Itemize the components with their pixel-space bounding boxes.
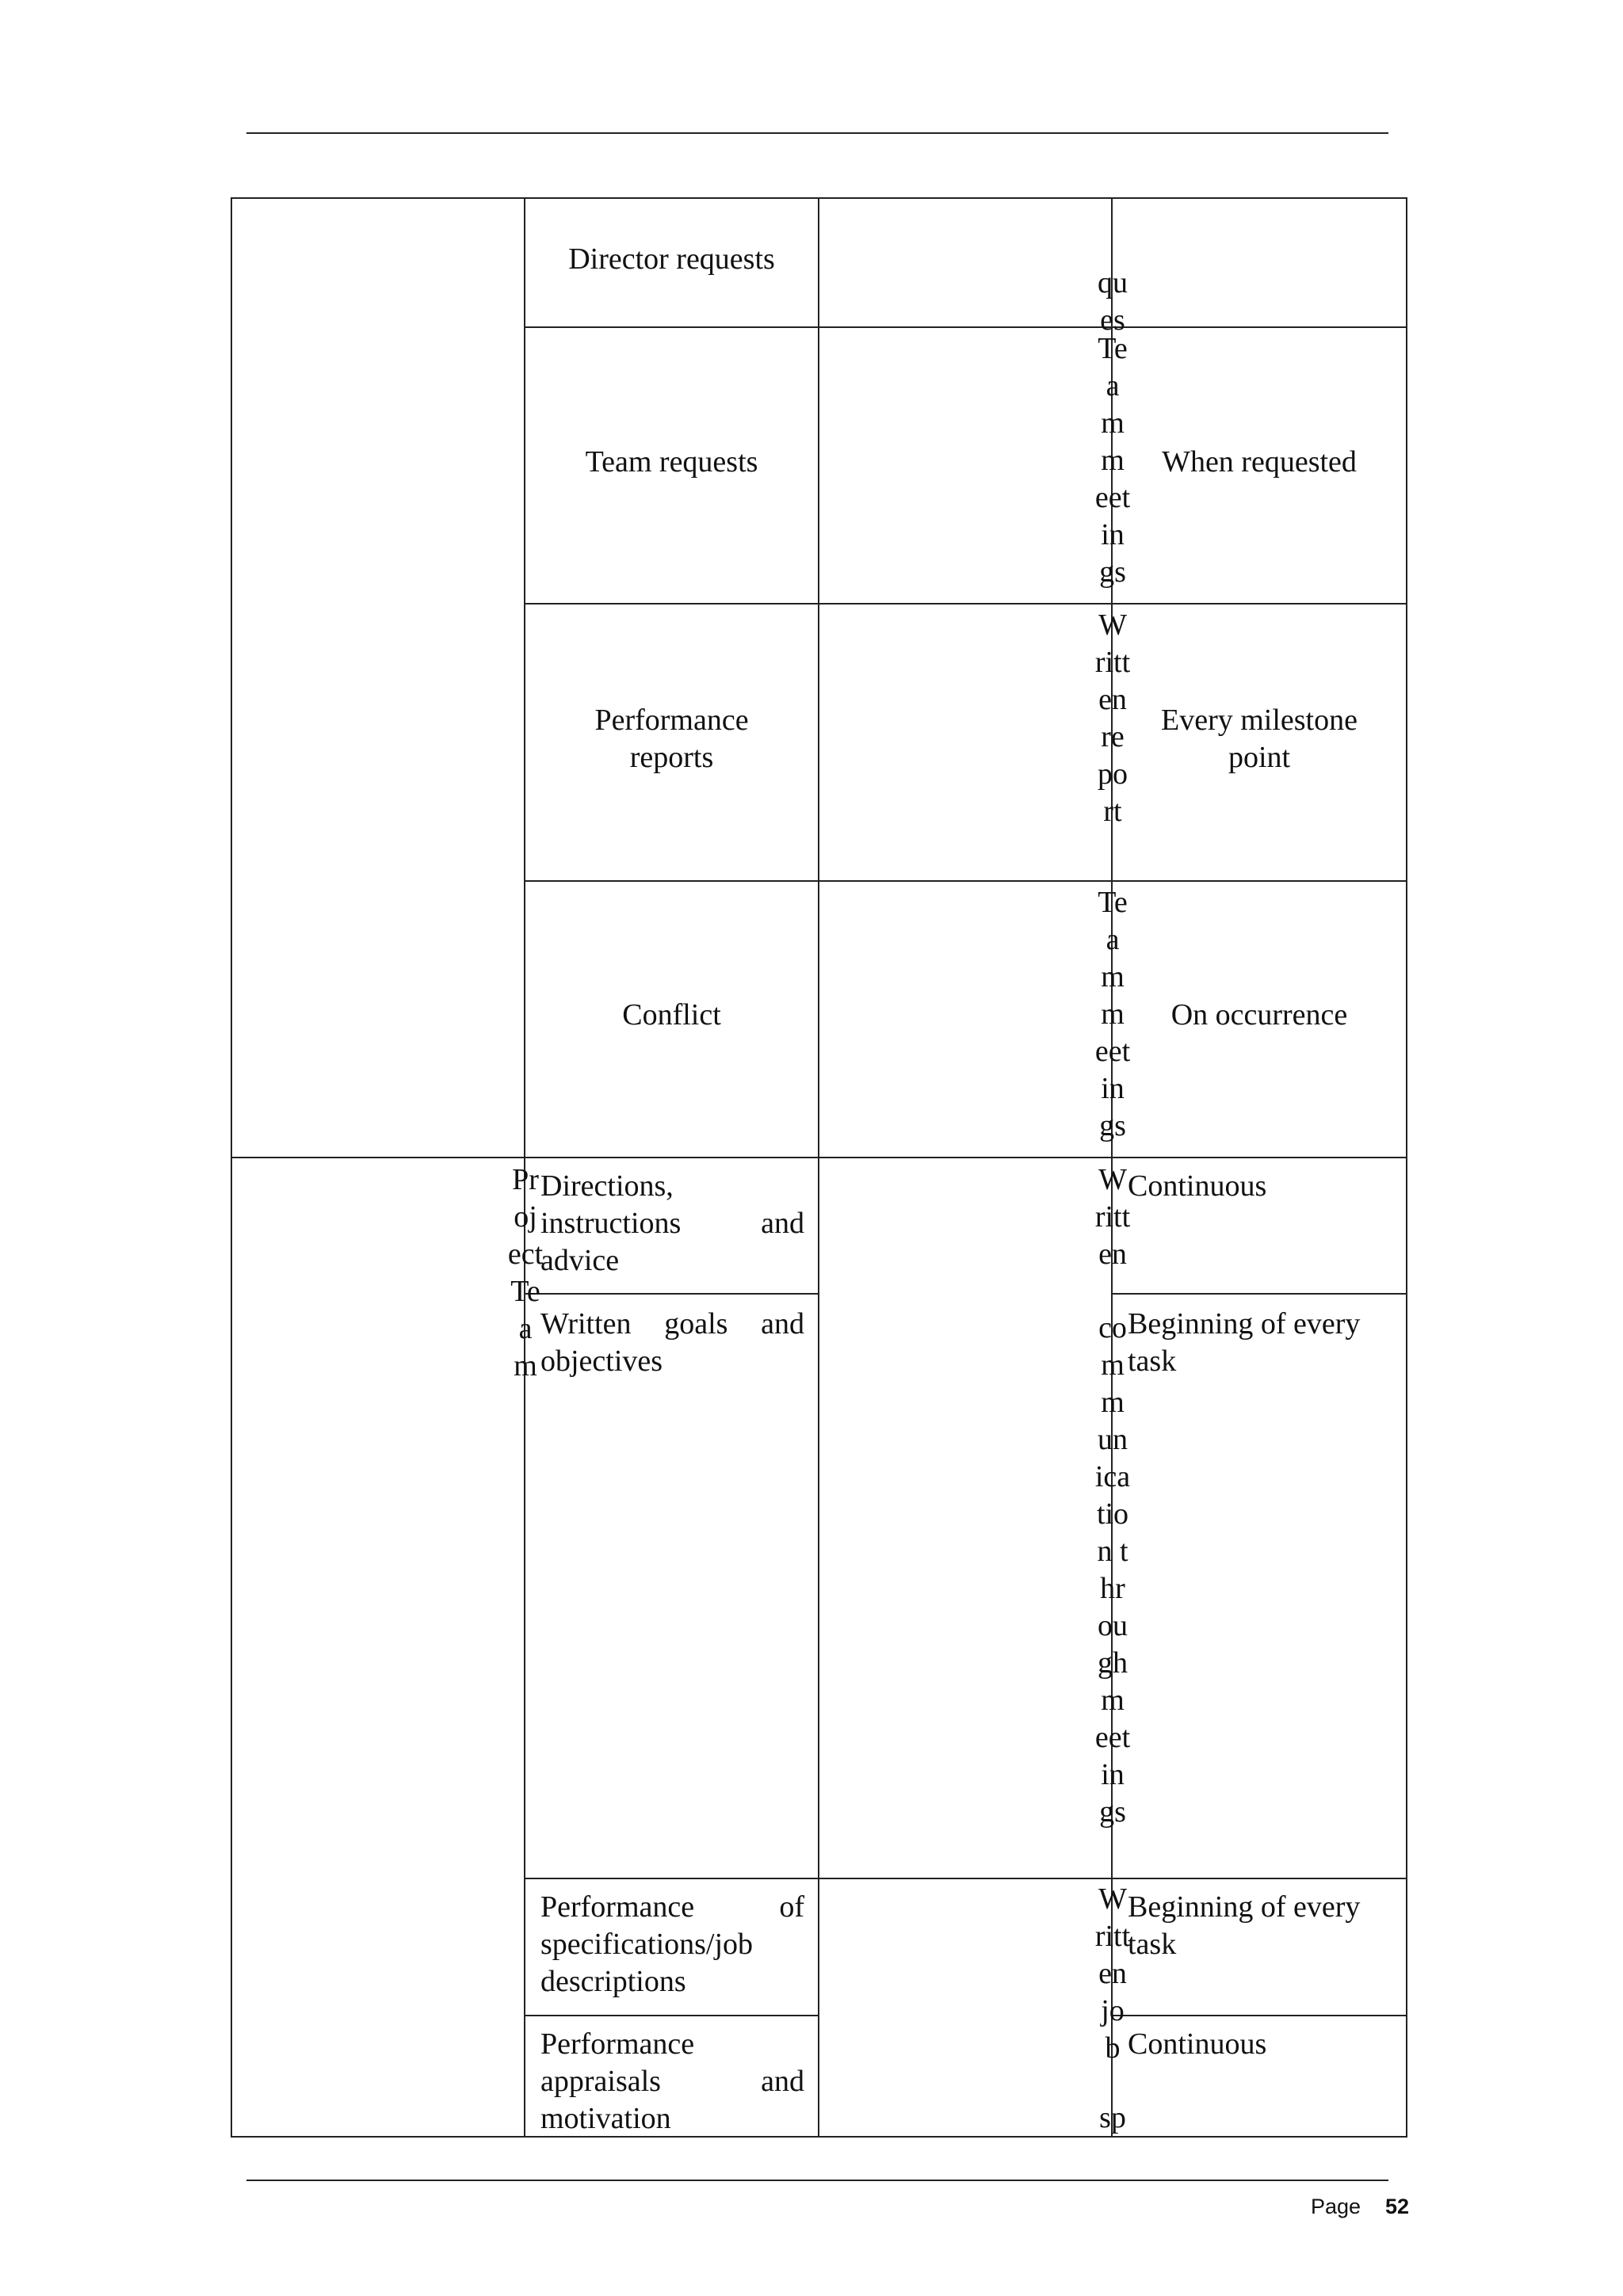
frequency-when-requested: When requested bbox=[1162, 445, 1357, 479]
footer-rule bbox=[246, 2180, 1388, 2181]
method-ques: ques bbox=[1098, 266, 1128, 337]
method-sp: sp bbox=[1099, 2101, 1126, 2134]
activity-team-requests: Team requests bbox=[585, 445, 758, 479]
frequency-beginning-2: Beginning of every task bbox=[1128, 1890, 1361, 1961]
activity-specifications: Performance of specifications/job descriptions bbox=[540, 1890, 804, 1998]
method-team-meetings-1: Team meetings bbox=[1094, 332, 1131, 589]
activity-conflict: Conflict bbox=[622, 998, 721, 1032]
method-written: Written bbox=[1094, 1163, 1131, 1271]
frequency-continuous-1: Continuous bbox=[1128, 1169, 1267, 1203]
activity-performance-reports: Performance reports bbox=[594, 704, 749, 774]
group-label-project-team: Project Team bbox=[507, 1163, 544, 1383]
activity-director-requests: Director requests bbox=[568, 242, 775, 276]
page-number: 52 bbox=[1385, 2195, 1410, 2218]
frequency-beginning-1: Beginning of every task bbox=[1128, 1307, 1361, 1378]
frequency-on-occurrence: On occurrence bbox=[1170, 998, 1348, 1032]
method-team-meetings-2: Team meetings bbox=[1094, 886, 1131, 1142]
activity-written-goals: Written goals and objectives bbox=[540, 1307, 804, 1378]
frequency-every-milestone: Every milestone point bbox=[1161, 704, 1358, 774]
method-written-report: Written report bbox=[1094, 608, 1131, 828]
method-written-job: Written job bbox=[1094, 1882, 1131, 2065]
activity-directions: Directions, instructions and advice bbox=[540, 1169, 804, 1277]
activity-appraisals: Performance appraisals and motivation bbox=[540, 2027, 804, 2135]
page-label: Page bbox=[1311, 2195, 1361, 2218]
frequency-continuous-2: Continuous bbox=[1128, 2027, 1267, 2061]
method-communication-meetings: communication through meetings bbox=[1094, 1311, 1131, 1829]
